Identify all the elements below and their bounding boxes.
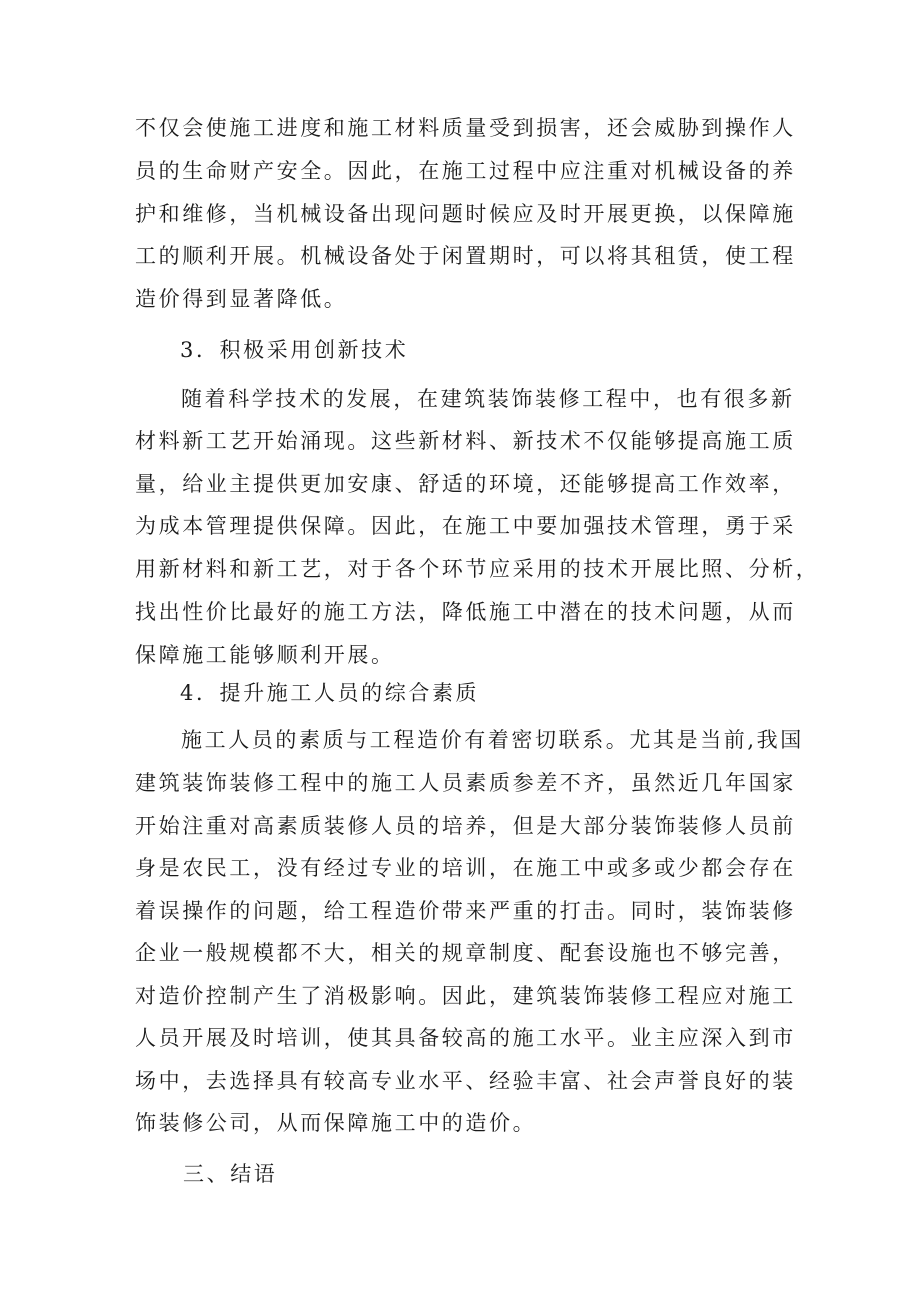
paragraph-line: 建筑装饰装修工程中的施工人员素质参差不齐，虽然近几年国家 [135,771,796,795]
paragraph-line: 饰装修公司，从而保障施工中的造价。 [135,1111,537,1135]
paragraph-line: 用新材料和新工艺，对于各个环节应采用的技术开展比照、分析， [135,557,820,581]
section-heading-4: 4．提升施工人员的综合素质 [180,681,480,705]
paragraph-line: 保障施工能够顺利开展。 [135,643,395,667]
paragraph-line: 量，给业主提供更加安康、舒适的环境，还能够提高工作效率， [135,472,796,496]
paragraph-line: 对造价控制产生了消极影响。因此，建筑装饰装修工程应对施工 [135,984,796,1008]
paragraph-line: 开始注重对高素质装修人员的培养，但是大部分装饰装修人员前 [135,814,796,838]
paragraph-line: 人员开展及时培训，使其具备较高的施工水平。业主应深入到市 [135,1026,796,1050]
section-heading-conclusion: 三、结语 [183,1162,278,1186]
paragraph-line: 身是农民工，没有经过专业的培训，在施工中或多或少都会存在 [135,856,796,880]
paragraph-line: 员的生命财产安全。因此，在施工过程中应注重对机械设备的养 [135,159,796,183]
paragraph-line: 不仅会使施工进度和施工材料质量受到损害，还会威胁到操作人 [135,116,796,140]
paragraph-line: 找出性价比最好的施工方法，降低施工中潜在的技术问题，从而 [135,600,796,624]
paragraph-line: 工的顺利开展。机械设备处于闲置期时，可以将其租赁，使工程 [135,244,796,268]
paragraph-line: 造价得到显著降低。 [135,287,348,311]
paragraph-line: 企业一般规模都不大，相关的规章制度、配套设施也不够完善， [135,941,796,965]
paragraph-line: 材料新工艺开始涌现。这些新材料、新技术不仅能够提高施工质 [135,429,796,453]
paragraph-line: 着误操作的问题，给工程造价带来严重的打击。同时，装饰装修 [135,899,796,923]
section-heading-3: 3．积极采用创新技术 [180,338,409,362]
paragraph-line: 场中，去选择具有较高专业水平、经验丰富、社会声誉良好的装 [135,1069,796,1093]
paragraph-line: 随着科学技术的发展，在建筑装饰装修工程中，也有很多新 [181,387,795,411]
paragraph-line: 护和维修，当机械设备出现问题时候应及时开展更换，以保障施 [135,202,796,226]
paragraph-line: 为成本管理提供保障。因此，在施工中要加强技术管理，勇于采 [135,514,796,538]
paragraph-line: 施工人员的素质与工程造价有着密切联系。尤其是当前,我国 [181,728,804,752]
